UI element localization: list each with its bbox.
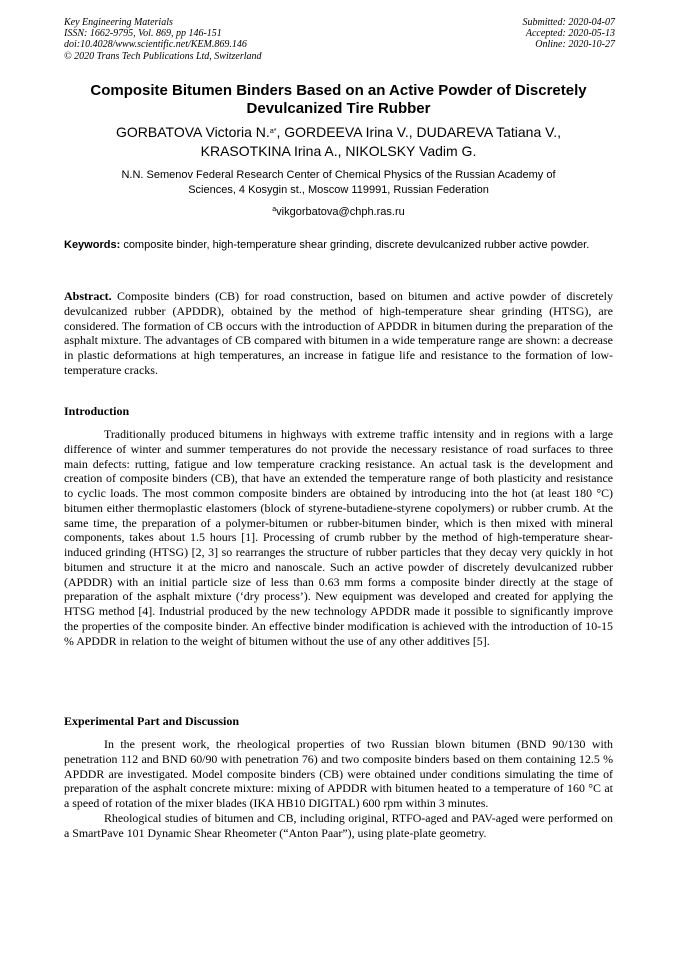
submission-dates [523, 17, 616, 51]
affiliation-line-2: Sciences, 4 Kosygin st., Moscow 119991, Russian Federation [188, 183, 489, 196]
experimental-paragraph-1: In the present work, the rheological properties of two Russian blown bitumen (BND 90/130 with penetration 112 and BND 60/90 with penetration 76) and two composite binders based on them containing 12.5 % APDDR are investigated. Model composite binders (CB) were obtained under conditions simulating the time of preparation of the asphalt concrete mixture: mixing of APDDR with bitumen heated to a temperature of 160 °C at a speed of rotation of the mixer blades (IKA HB10 DIGITAL) 600 rpm within 3 minutes. [64, 737, 613, 810]
affiliation-line-1: N.N. Semenov Federal Research Center of Chemical Physics of the Russian Academy of [121, 169, 556, 181]
introduction-paragraph: Traditionally produced bitumens in highways with extreme traffic intensity and in regions with a large difference of winter and summer temperatures do not provide the necessary resistance of road surfaces to three main defects: rutting, fatigue and low temperature cracking resistance. An actual task is the development and creation of composite binders (CB), that have an extended the temperature range of both plasticity and resistance to cyclic loads. The most common composite binders are obtained by introducing into the hot (at least 180 °C) bitumen either thermoplastic elastomers (block of styrene-butadiene-styrene copolymers) or rubber crumb. At the same time, the preparation of a polymer-bitumen or rubber-bitumen binder, which is then mixed with mineral components, takes about 1.5 hours [1]. Processing of crumb rubber by the method of high-temperature shear-induced grinding (HTSG) [2, 3] so rearranges the structure of rubber particles that they decay very quickly in hot bitumen and structure it at the micro and nanoscale. Such an active powder of discretely devulcanized rubber (APDDR) with an initial particle size of less than 0.63 mm forms a composite binder directly at the stage of preparation of the asphalt mixture (‘dry process’). New equipment was developed and created for applying the HTSG method [4]. Industrial produced by the new technology APDDR made it possible to significantly improve the properties of the composite binder. An effective binder modification is achieved with the introduction of 10-15 % APDDR in relation to the weight of bitumen without the use of any other additives [5]. [64, 427, 613, 648]
journal-name: Key Engineering Materials [64, 17, 173, 28]
authors-line-1 [64, 123, 613, 142]
email-address[interactable]: vikgorbatova@chph.ras.ru [276, 206, 405, 218]
experimental-heading: Experimental Part and Discussion [64, 714, 240, 728]
journal-copyright: © 2020 Trans Tech Publications Ltd, Switzerland [64, 50, 262, 62]
abstract-label: Abstract. [64, 289, 112, 303]
introduction-body [64, 427, 613, 648]
affiliation [64, 168, 613, 197]
paper-title [64, 82, 613, 118]
online-date: Online: 2020-10-27 [535, 39, 615, 51]
title-line-1: Composite Bitumen Binders Based on an Active Powder of Discretely [90, 82, 587, 99]
keywords [64, 238, 613, 253]
introduction-heading: Introduction [64, 404, 130, 418]
keywords-text: composite binder, high-temperature shear grinding, discrete devulcanized rubber active powder. [123, 239, 590, 251]
first-author: GORBATOVA Victoria N. [116, 124, 270, 140]
abstract-text: Composite binders (CB) for road construction, based on bitumen and active powder of discretely devulcanized rubber (APDDR), obtained by the method of high-temperature shear grinding (HTSG), are considered. The formation of CB occurs with the introduction of APDDR in bitumen during the preparation of the asphalt mixture. The advantages of CB compared with bitumen in a wide temperature range are shown: a decrease in plastic deformations at high temperatures, an increase in fatigue life and resistance to the formation of low-temperature cracks. [64, 289, 614, 377]
title-line-2: Devulcanized Tire Rubber [246, 100, 431, 117]
experimental-paragraph-2: Rheological studies of bitumen and CB, including original, RTFO-aged and PAV-aged were performed on a SmartPave 101 Dynamic Shear Rheometer (“Anton Paar”), using plate-plate geometry. [64, 810, 613, 840]
first-author-affiliation-mark: a* [269, 128, 277, 135]
journal-issn: ISSN: 1662-9795, Vol. 869, pp 146-151 [64, 28, 222, 40]
journal-doi: doi:10.4028/www.scientific.net/KEM.869.146 [64, 39, 247, 51]
abstract [64, 289, 613, 378]
submitted-date: Submitted: 2020-04-07 [522, 17, 615, 28]
experimental-body [64, 737, 613, 840]
email-mark: a [272, 206, 277, 213]
accepted-date: Accepted: 2020-05-13 [525, 28, 615, 40]
author-list [64, 123, 613, 161]
co-authors-1: , GORDEEVA Irina V., DUDAREVA Tatiana V., [276, 124, 561, 140]
authors-line-2: KRASOTKINA Irina A., NIKOLSKY Vadim G. [200, 143, 477, 159]
contact-email [64, 205, 613, 219]
journal-info [64, 17, 262, 62]
keywords-label: Keywords: [64, 239, 121, 251]
